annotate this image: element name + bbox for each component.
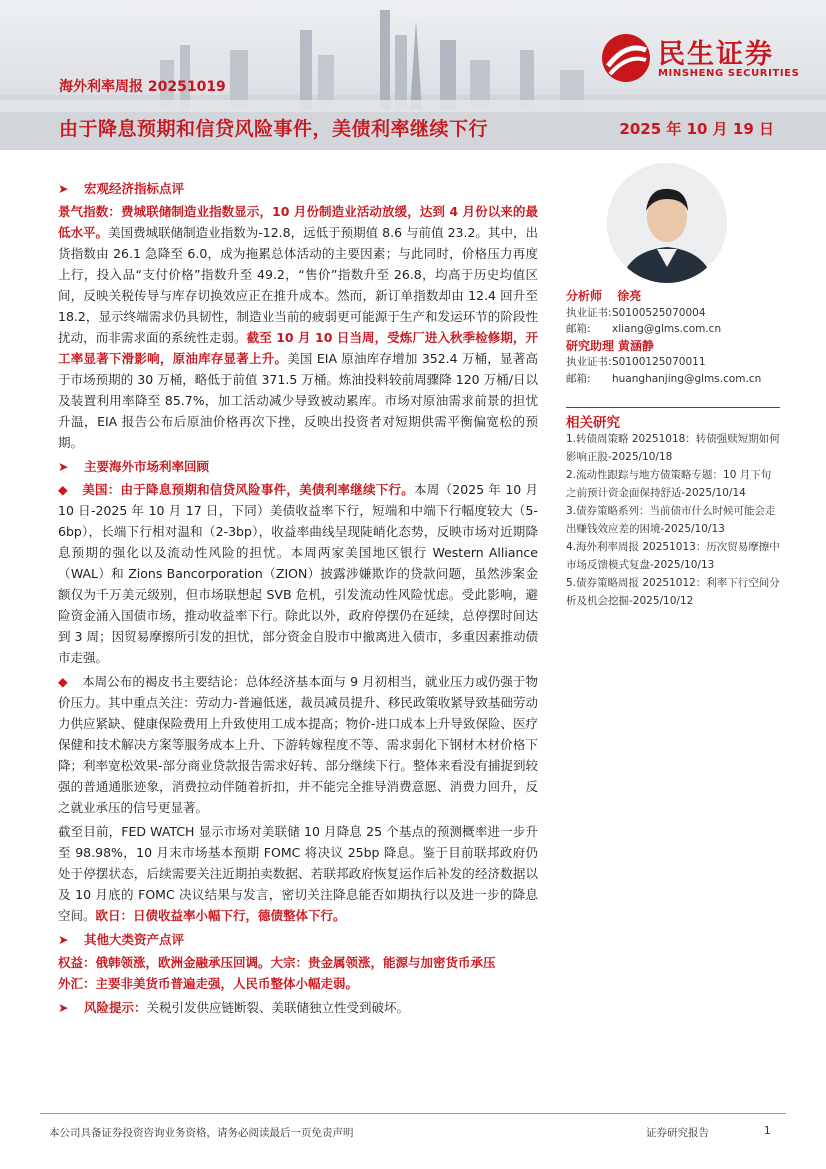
main-content bbox=[58, 178, 538, 1018]
related-item[interactable]: 5.债券策略周报 20251012：利率下行空间分析及机会挖掘-2025/10/12 bbox=[566, 577, 780, 607]
minsheng-logo bbox=[600, 30, 810, 90]
assets-equity: 权益：俄韩领涨，欧洲金融承压回调。大宗：贵金属领涨，能源与加密货币承压 bbox=[58, 955, 496, 970]
macro-paragraph bbox=[58, 201, 538, 453]
report-date: 2025 年 10 月 19 日 bbox=[619, 120, 774, 138]
arrow-icon: ➤ bbox=[58, 1000, 69, 1015]
rates-lead: 美国：由于降息预期和信贷风险事件，美债利率继续下行。 bbox=[82, 482, 415, 497]
rates-paragraph-1 bbox=[58, 479, 538, 668]
logo-text-cn: 民生证券 bbox=[658, 39, 774, 70]
analyst-cert: S0100525070004 bbox=[612, 307, 706, 319]
footer-report-type: 证券研究报告 bbox=[646, 1127, 709, 1139]
page-number: 1 bbox=[764, 1125, 771, 1137]
analyst-email: xliang@glms.com.cn bbox=[612, 323, 722, 335]
macro-red-2: 截至 10 月 10 日当周，受炼厂进入秋季检修期，开工率显著下滑影响，原油库存显著上升。 bbox=[58, 330, 538, 366]
analyst-portrait-image bbox=[607, 163, 727, 283]
related-research-heading: 相关研究 bbox=[566, 407, 780, 431]
risk-label: 风险提示： bbox=[84, 1000, 147, 1015]
rates-paragraph-2 bbox=[58, 671, 538, 818]
related-item[interactable]: 3.债券策略系列：当前债市什么时候可能会走出赚钱效应差的困境-2025/10/13 bbox=[566, 505, 776, 535]
rates-body-2: 本周公布的褐皮书主要结论：总体经济基本面与 9 月初相当，就业压力或仍强于物价压力。其中重点关注：劳动力-普遍低迷，裁员减员提升、移民政策收紧导致基础劳动力供应紧缺、健康保险费用上升致使用工成本提高；物价-进口成本上升导致保险、医疗保健和技术解决方案等服务成本上升、下游转嫁程度不等、需求弱化下钢材木材价格下降；利率宽松效果-部分商业贷款报告需求好转、部分继续下行。整体来看没有捕捉到较强的普通通胀迹象，消费拉动伴随着折扣，并不能完全推导消费意愿、消费力回升，反之就业承压的信号更显著。 bbox=[58, 674, 538, 815]
footer-divider bbox=[40, 1113, 786, 1114]
arrow-icon: ➤ bbox=[58, 459, 69, 474]
analyst-cert-line: 执业证书:S0100525070004 bbox=[566, 307, 706, 319]
related-item[interactable]: 2.流动性跟踪与地方债策略专题：10 月下旬之前预计资金面保持舒适-2025/10/14 bbox=[566, 469, 772, 499]
report-series: 海外利率周报 20251019 bbox=[59, 79, 226, 95]
macro-body-1: 美国费城联储制造业指数为-12.8，远低于预期值 8.6 与前值 23.2。其中，出货指数由 26.1 急降至 6.0，成为拖累总体活动的主要因素；与此同时，价格压力再度上行，投入品“支付价格”指数升至 49.2，“售价”指数升至 26.8，均高于历史均值区间，反映关税传导与库存切换效应正在推升成本。然而，新订单指数却由 12.4 回升至 18.2，显示终端需求仍具韧性，制造业当前的疲弱更可能源于生产和发运环节的阶段性扰动，而非需求面的系统性走弱。 bbox=[58, 225, 538, 345]
macro-lead: 景气指数：费城联储制造业指数显示，10 月份制造业活动放缓，达到 4 月份以来的最低水平。 bbox=[58, 204, 538, 240]
diamond-icon: ◆ bbox=[58, 482, 68, 497]
analyst-role-line bbox=[566, 287, 641, 304]
analyst-role: 分析师 bbox=[566, 289, 603, 303]
related-item[interactable]: 4.海外利率周报 20251013：历次贸易摩擦中市场反馈模式复盘-2025/10/13 bbox=[566, 541, 780, 571]
diamond-icon: ◆ bbox=[58, 674, 68, 689]
assistant-mail-line: 邮箱: huanghanjing@glms.com.cn bbox=[566, 373, 762, 385]
rates-paragraph-3 bbox=[58, 821, 538, 926]
assistant-role: 研究助理 bbox=[566, 339, 615, 353]
analyst-photo bbox=[607, 163, 727, 283]
rates-red-3: 欧日：日债收益率小幅下行，德债整体下行。 bbox=[95, 908, 346, 923]
assistant-role-line bbox=[566, 337, 654, 354]
section-heading-assets: ➤ 其他大类资产点评 bbox=[58, 929, 538, 950]
report-title: 由于降息预期和信贷风险事件，美债利率继续下行 bbox=[59, 118, 489, 140]
arrow-icon: ➤ bbox=[58, 181, 69, 196]
analyst-name: 徐亮 bbox=[617, 289, 642, 303]
assistant-email: huanghanjing@glms.com.cn bbox=[612, 373, 762, 385]
header-banner bbox=[0, 0, 826, 150]
section-heading-rates: ➤ 主要海外市场利率回顾 bbox=[58, 456, 538, 477]
logo-text-en: MINSHENG SECURITIES bbox=[658, 68, 800, 79]
related-item[interactable]: 1.转债周策略 20251018：转债强赎短期如何影响正股-2025/10/18 bbox=[566, 433, 780, 463]
arrow-icon: ➤ bbox=[58, 932, 69, 947]
analyst-mail-line: 邮箱: xliang@glms.com.cn bbox=[566, 323, 722, 335]
rates-body-3: 截至目前，FED WATCH 显示市场对美联储 10 月降息 25 个基点的预测概率进一步升至 98.98%，10 月末市场基本预期 FOMC 将决议 25bp 降息。鉴于目前联邦政府仍处于停摆状态，后续需要关注近期拍卖数据、若联邦政府恢复运作后补发的经济数据以及 10 月底的 FOMC 决议结果与发言，密切关注降息能否如期执行以及进一步的降息空间。 bbox=[58, 824, 538, 923]
macro-body-2: 美国 EIA 原油库存增加 352.4 万桶，显著高于市场预期的 30 万桶，略低于前值 371.5 万桶。炼油投料较前周骤降 120 万桶/日以及装置利用率降至 85.7%，加工活动减少导致被动累库。市场对原油需求前景的担忧升温，EIA 报告公布后原油价格再次下挫，反映出投资者对短期供需平衡偏宽松的预期。 bbox=[58, 351, 538, 450]
footer-disclaimer: 本公司具备证券投资咨询业务资格，请务必阅读最后一页免责声明 bbox=[49, 1127, 354, 1139]
related-research-list bbox=[566, 431, 780, 611]
assistant-cert-line: 执业证书:S0100125070011 bbox=[566, 356, 706, 368]
assistant-cert: S0100125070011 bbox=[612, 356, 706, 368]
assistant-name: 黄涵静 bbox=[617, 339, 654, 353]
rates-body-1: 本周（2025 年 10 月 10 日-2025 年 10 月 17 日，下同）美债收益率下行，短端和中端下行幅度较大（5-6bp），长端下行相对温和（2-3bp），收益率曲线呈现陡峭化态势，反映市场对近期降息预期的强化以及流动性风险的担忧。本周两家美国地区银行 Western Alliance（WAL）和 Zions Bancorporation（ZION）披露涉嫌欺诈的贷款问题，虽然涉案金额仅为千万美元级别，但市场联想起 SVB 危机，引发流动性风险忧虑。受此影响，避险资金涌入国债市场，推动收益率下行。除此以外，政府停摆仍在延续，总停摆时间达到 3 周；因贸易摩擦所引发的担忧，部分资金自股市中撤离进入债市，多重因素推动债市走强。 bbox=[58, 482, 538, 665]
minsheng-logo-icon bbox=[600, 32, 652, 84]
section-heading-macro: ➤ 宏观经济指标点评 bbox=[58, 178, 538, 199]
risk-body: 关税引发供应链断裂、美联储独立性受到破坏。 bbox=[146, 1000, 410, 1015]
assets-fx: 外汇：主要非美货币普遍走强，人民币整体小幅走弱。 bbox=[58, 976, 359, 991]
risk-paragraph bbox=[58, 997, 538, 1018]
